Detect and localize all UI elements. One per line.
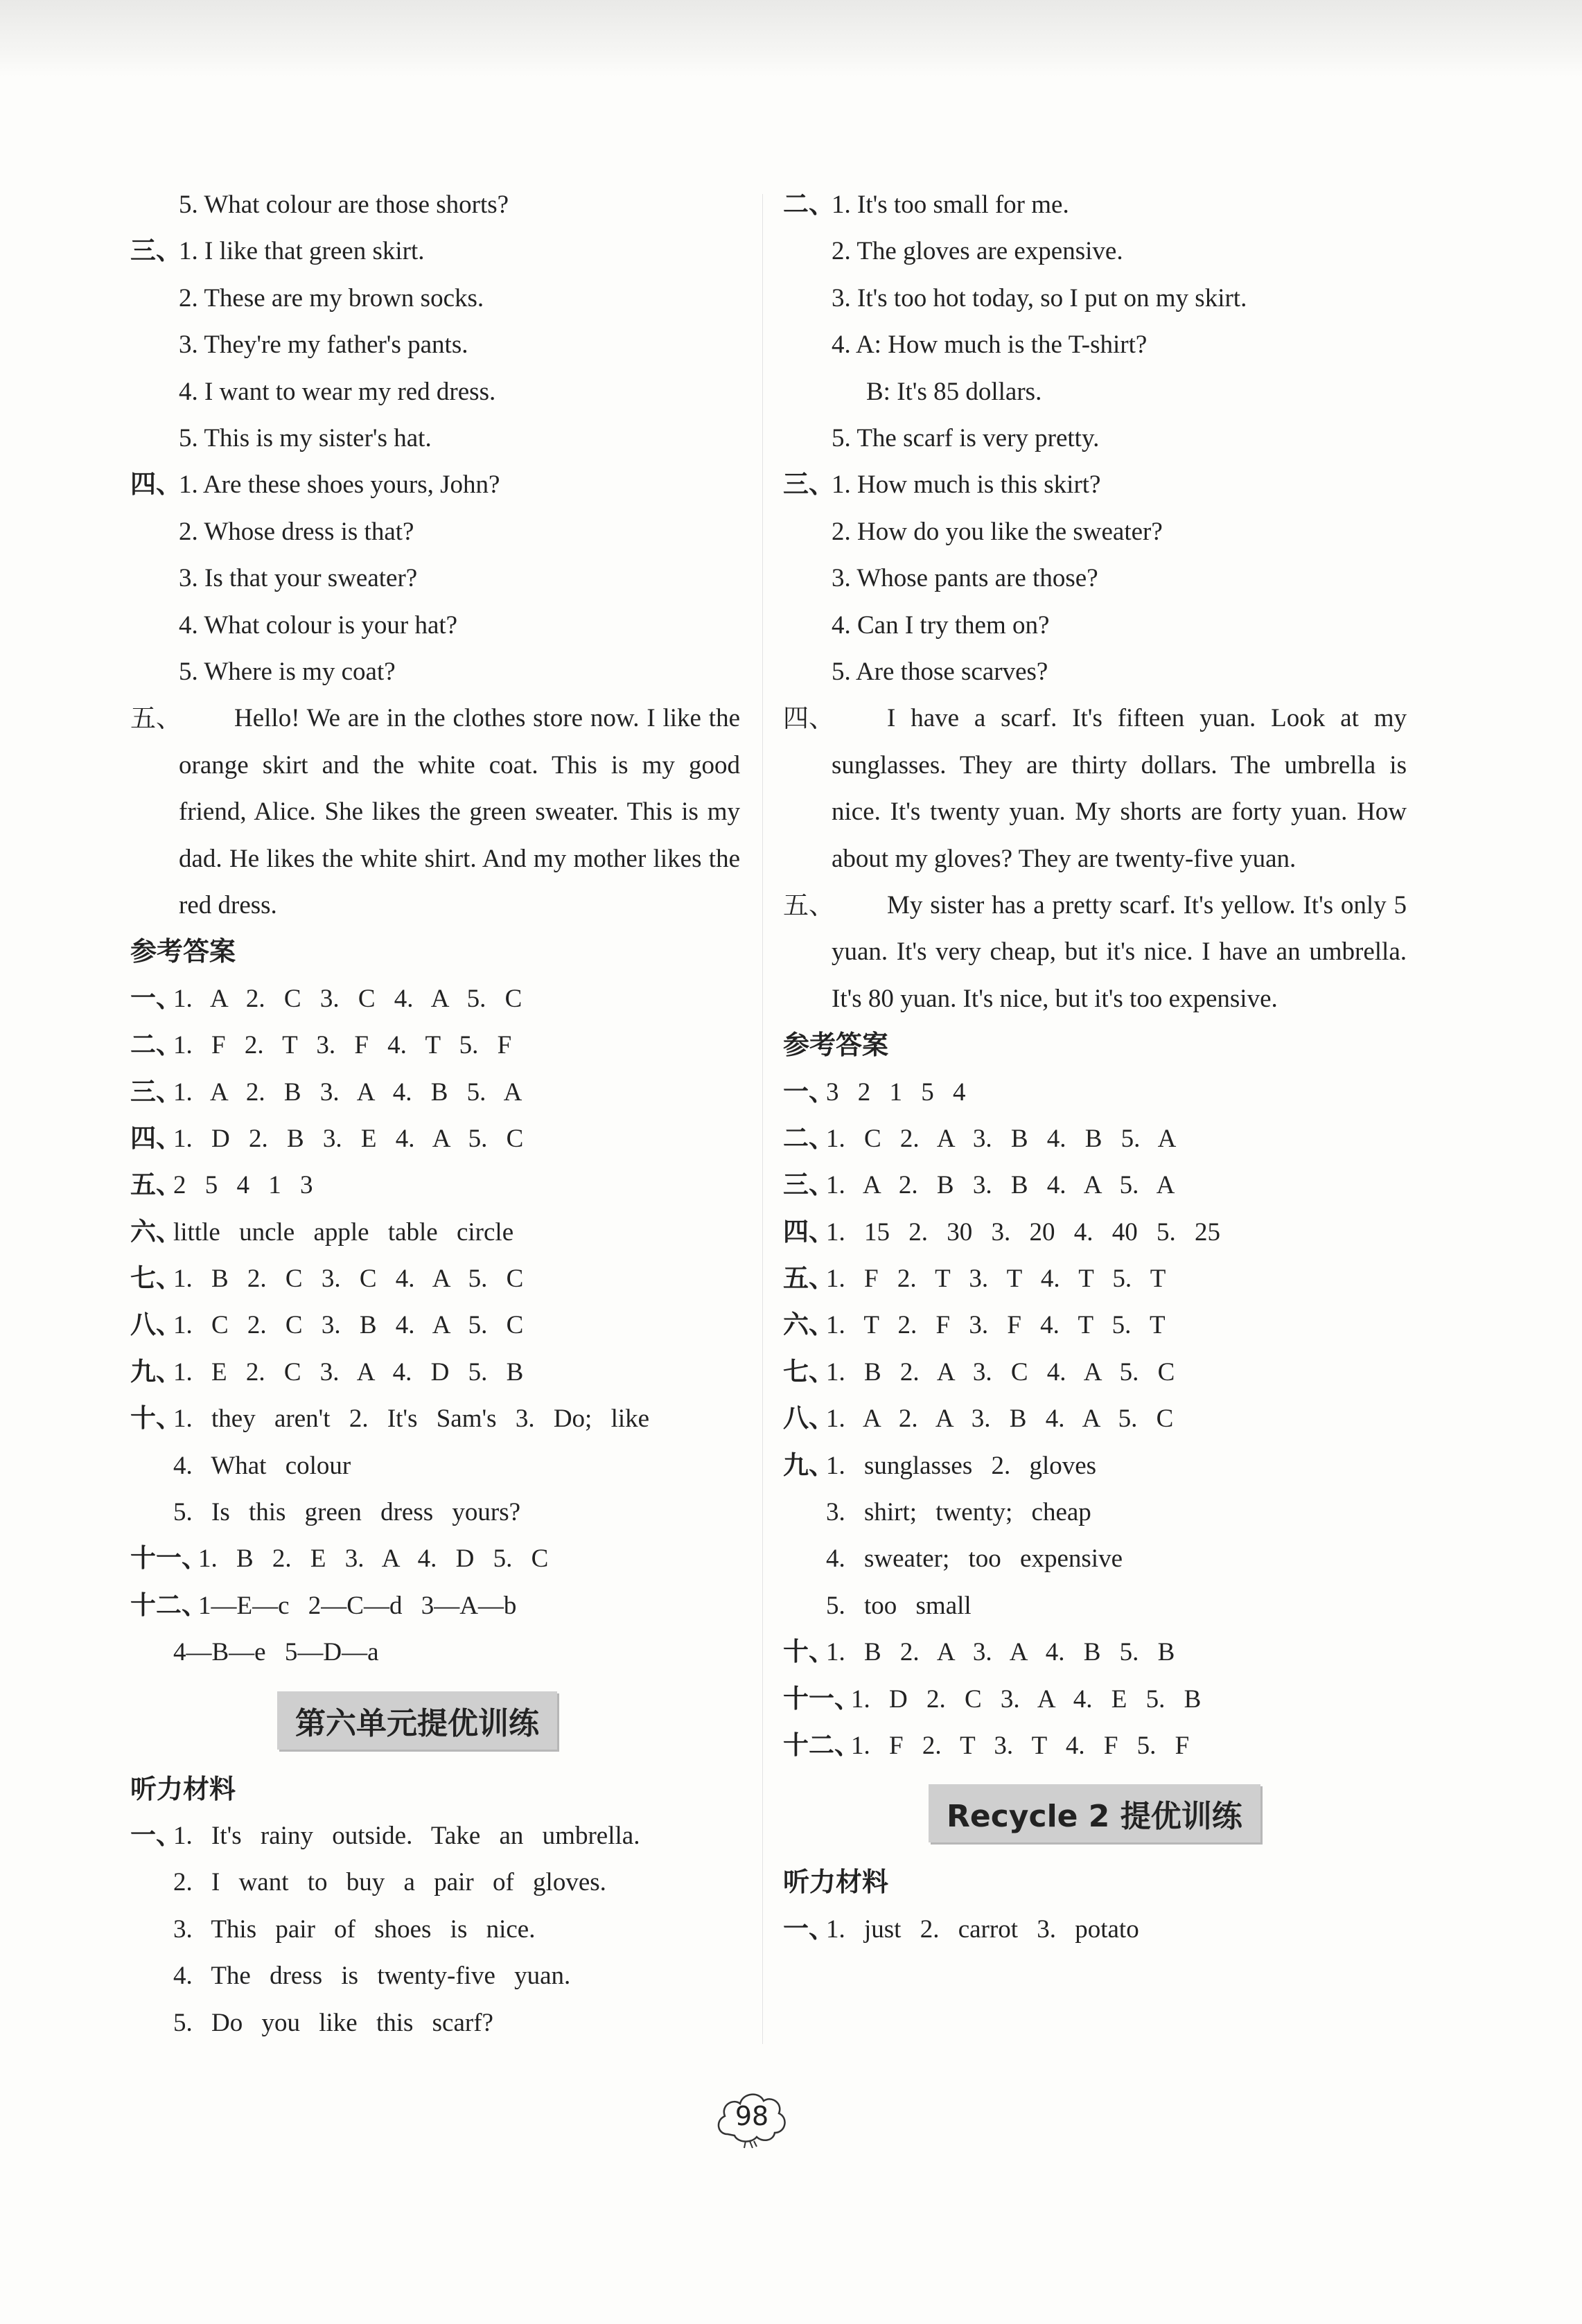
sentence-line (783, 182, 1407, 228)
line-text: 3. They're my father's pants. (179, 331, 468, 360)
sentence-line (130, 322, 740, 368)
answer-row (130, 1302, 740, 1348)
left-answers (130, 976, 740, 1676)
left-paragraph-5 (130, 695, 740, 928)
line-text: 1. they aren't 2. It's Sam's 3. Do; like (173, 1405, 650, 1434)
line-text: 3 2 1 5 4 (826, 1077, 966, 1107)
section-key: 十、 (783, 1638, 834, 1667)
line-text: 4. Can I try them on? (832, 610, 1050, 640)
line-text: 1. F 2. T 3. T 4. F 5. F (851, 1732, 1190, 1760)
right-paragraph-5 (783, 882, 1407, 1022)
line-text: 1. sunglasses 2. gloves (826, 1451, 1097, 1480)
answer-row (783, 1349, 1407, 1396)
section-key: 二、 (130, 1031, 182, 1060)
answer-row (783, 1209, 1407, 1256)
section-key: 七、 (783, 1357, 834, 1387)
line-text: 3. Is that your sweater? (179, 564, 418, 593)
section-key: 三、 (130, 237, 182, 266)
sentence-line (783, 275, 1407, 322)
paragraph-text: I have a scarf. It's fifteen yuan. Look at my sunglasses. They are thirty dollars. The umbrella is nice. It's twenty yuan. My shorts are forty yuan. How about my gloves? They are twenty-five yuan. (832, 704, 1407, 873)
left-column (130, 182, 740, 2046)
listening-heading: 听力材料 (783, 1867, 889, 1898)
right-listening (783, 1906, 1407, 1953)
column-divider (762, 194, 763, 2044)
right-answers (783, 1069, 1407, 1770)
answer-row (783, 1583, 1407, 1629)
right-top-items (783, 182, 1407, 695)
answer-row (130, 1813, 740, 1859)
section-key: 四、 (783, 703, 834, 734)
line-text: 3. shirt; twenty; cheap (826, 1498, 1091, 1527)
answer-row (130, 976, 740, 1022)
line-text: 1. C 2. C 3. B 4. A 5. C (173, 1311, 524, 1340)
line-text: 5. This is my sister's hat. (179, 423, 432, 452)
section-key: 五、 (130, 703, 182, 734)
section-key: 六、 (130, 1217, 182, 1247)
line-text: 1. It's rainy outside. Take an umbrella. (173, 1821, 640, 1850)
line-text: 1. F 2. T 3. T 4. T 5. T (826, 1265, 1166, 1294)
line-text: 1. just 2. carrot 3. potato (826, 1914, 1139, 1944)
sentence-line (130, 555, 740, 601)
section-key: 四、 (130, 1124, 182, 1153)
line-text: 4. What colour (173, 1451, 351, 1480)
section-key: 二、 (783, 1124, 834, 1153)
right-paragraph-4 (783, 695, 1407, 882)
line-text: 1. It's too small for me. (832, 191, 1069, 219)
answer-row (130, 1396, 740, 1442)
answer-row (783, 1256, 1407, 1302)
answer-row (130, 1069, 740, 1116)
line-text: 3. Whose pants are those? (832, 564, 1098, 593)
answer-row (130, 1443, 740, 1489)
sentence-line (783, 555, 1407, 601)
sentence-line (130, 228, 740, 274)
line-text: 3. This pair of shoes is nice. (173, 1914, 536, 1944)
section-key: 十二、 (783, 1732, 860, 1760)
sentence-line (783, 461, 1407, 508)
sentence-line (783, 509, 1407, 555)
line-text: 1. B 2. C 3. C 4. A 5. C (173, 1265, 524, 1294)
line-text: 5. too small (826, 1591, 972, 1620)
line-text: 5. Are those scarves? (832, 657, 1048, 686)
line-text: 4. The dress is twenty-five yuan. (173, 1962, 571, 1991)
line-text: 4. A: How much is the T-shirt? (832, 331, 1148, 360)
line-text: 2. How do you like the sweater? (832, 517, 1163, 546)
recycle-2-banner: Recycle 2 提优训练 (929, 1784, 1260, 1842)
line-text: 2. I want to buy a pair of gloves. (173, 1868, 606, 1897)
answer-row (783, 1629, 1407, 1675)
section-key: 二、 (783, 191, 834, 219)
line-text: 3. It's too hot today, so I put on my skirt. (832, 283, 1247, 312)
answer-row (130, 1489, 740, 1535)
section-key: 九、 (783, 1451, 834, 1480)
unit-banner-wrap (130, 1676, 740, 1766)
sentence-line (783, 649, 1407, 695)
answer-row (130, 1859, 740, 1905)
section-key: 五、 (783, 890, 834, 920)
paragraph-text: Hello! We are in the clothes store now. I like the orange skirt and the white coat. This is my good friend, Alice. She likes the green sweater. This is my dad. He likes the white shirt. And my mother likes the red dress. (179, 704, 740, 919)
sentence-line (783, 602, 1407, 649)
sentence-line (130, 415, 740, 461)
sentence-line (130, 461, 740, 508)
line-text: 2. The gloves are expensive. (832, 237, 1123, 266)
section-key: 四、 (130, 470, 182, 500)
line-text: 1. F 2. T 3. F 4. T 5. F (173, 1031, 512, 1060)
answer-row (783, 1302, 1407, 1348)
scan-header-shadow (0, 0, 1582, 76)
sentence-line (130, 369, 740, 415)
section-key: 十、 (130, 1405, 182, 1434)
section-key: 十二、 (130, 1591, 207, 1620)
line-text: 5. Is this green dress yours? (173, 1498, 521, 1527)
answer-row (783, 1116, 1407, 1162)
line-text: 1. I like that green skirt. (179, 237, 425, 266)
answer-row (130, 1209, 740, 1256)
line-text: 4. sweater; too expensive (826, 1544, 1123, 1574)
answer-row (130, 2000, 740, 2046)
line-text: 1. E 2. C 3. A 4. D 5. B (173, 1357, 524, 1387)
section-key: 三、 (783, 1171, 834, 1200)
section-key: 八、 (783, 1405, 834, 1434)
section-key: 五、 (783, 1265, 834, 1294)
line-text: 2 5 4 1 3 (173, 1171, 313, 1200)
section-key: 五、 (130, 1171, 182, 1200)
answers-heading: 参考答案 (130, 936, 236, 967)
right-column (783, 182, 1407, 1953)
line-text: 1. D 2. B 3. E 4. A 5. C (173, 1124, 524, 1153)
paragraph-text: My sister has a pretty scarf. It's yellow. It's only 5 yuan. It's very cheap, but it's nice. I have an umbrella. It's 80 yuan. It's nice, but it's too expensive. (832, 890, 1407, 1013)
page-number-badge (714, 2086, 790, 2152)
section-key: 六、 (783, 1311, 834, 1340)
answers-heading: 参考答案 (783, 1030, 889, 1061)
line-text: 1. B 2. A 3. A 4. B 5. B (826, 1638, 1175, 1667)
section-key: 四、 (783, 1217, 834, 1247)
answer-row (783, 1906, 1407, 1953)
left-listening (130, 1813, 740, 2046)
line-text: 1. A 2. C 3. C 4. A 5. C (173, 984, 522, 1013)
line-text: 4—B—e 5—D—a (173, 1638, 379, 1667)
line-text: 4. I want to wear my red dress. (179, 377, 496, 406)
answer-row (130, 1535, 740, 1582)
line-text: little uncle apple table circle (173, 1217, 514, 1247)
section-key: 八、 (130, 1311, 182, 1340)
answer-row (783, 1443, 1407, 1489)
sentence-line (783, 322, 1407, 368)
answer-row (783, 1396, 1407, 1442)
line-text: 1. A 2. B 3. A 4. B 5. A (173, 1077, 522, 1107)
answer-row (130, 1116, 740, 1162)
line-text: 1. Are these shoes yours, John? (179, 470, 500, 500)
line-text: 5. What colour are those shorts? (179, 191, 509, 219)
answer-row (783, 1069, 1407, 1116)
sentence-line (130, 182, 740, 228)
section-key: 一、 (130, 1821, 182, 1850)
answer-row (783, 1162, 1407, 1208)
line-text: 1. D 2. C 3. A 4. E 5. B (851, 1684, 1202, 1714)
section-key: 一、 (783, 1077, 834, 1107)
answer-row (130, 1583, 740, 1629)
line-text: 1. A 2. B 3. B 4. A 5. A (826, 1171, 1175, 1200)
line-text: 2. Whose dress is that? (179, 517, 414, 546)
unit-6-banner: 第六单元提优训练 (277, 1691, 557, 1750)
answer-row (130, 1162, 740, 1208)
line-text: 1. T 2. F 3. F 4. T 5. T (826, 1311, 1166, 1340)
answer-row (783, 1723, 1407, 1769)
listening-heading: 听力材料 (130, 1773, 236, 1804)
line-text: 5. The scarf is very pretty. (832, 423, 1100, 452)
line-text: 4. What colour is your hat? (179, 610, 458, 640)
answer-row (130, 1349, 740, 1396)
line-text: 1—E—c 2—C—d 3—A—b (198, 1591, 517, 1620)
answer-row (130, 1022, 740, 1068)
section-key: 三、 (130, 1077, 182, 1107)
answer-row (130, 1256, 740, 1302)
line-text: 1. How much is this skirt? (832, 470, 1101, 500)
line-text: B: It's 85 dollars. (866, 377, 1042, 406)
answer-row (783, 1535, 1407, 1582)
line-text: 1. B 2. E 3. A 4. D 5. C (198, 1544, 549, 1574)
section-key: 十一、 (130, 1544, 207, 1574)
sentence-line (130, 602, 740, 649)
answer-row (783, 1489, 1407, 1535)
answer-row (130, 1953, 740, 1999)
sentence-line (130, 649, 740, 695)
sentence-line (783, 369, 1407, 415)
sentence-line (783, 415, 1407, 461)
page-number: 98 (735, 2101, 769, 2131)
section-key: 一、 (130, 984, 182, 1013)
line-text: 1. 15 2. 30 3. 20 4. 40 5. 25 (826, 1217, 1220, 1247)
line-text: 5. Where is my coat? (179, 657, 396, 686)
line-text: 2. These are my brown socks. (179, 283, 484, 312)
line-text: 1. B 2. A 3. C 4. A 5. C (826, 1357, 1175, 1387)
recycle-banner-wrap (783, 1769, 1407, 1859)
section-key: 十一、 (783, 1684, 860, 1714)
section-key: 九、 (130, 1357, 182, 1387)
answer-row (130, 1906, 740, 1953)
answer-row (130, 1629, 740, 1675)
line-text: 1. A 2. A 3. B 4. A 5. C (826, 1405, 1174, 1434)
answer-row (783, 1676, 1407, 1723)
line-text: 5. Do you like this scarf? (173, 2008, 493, 2037)
section-key: 七、 (130, 1265, 182, 1294)
sentence-line (130, 275, 740, 322)
line-text: 1. C 2. A 3. B 4. B 5. A (826, 1124, 1177, 1153)
section-key: 一、 (783, 1914, 834, 1944)
sentence-line (783, 228, 1407, 274)
section-key: 三、 (783, 470, 834, 500)
left-top-items (130, 182, 740, 695)
sentence-line (130, 509, 740, 555)
